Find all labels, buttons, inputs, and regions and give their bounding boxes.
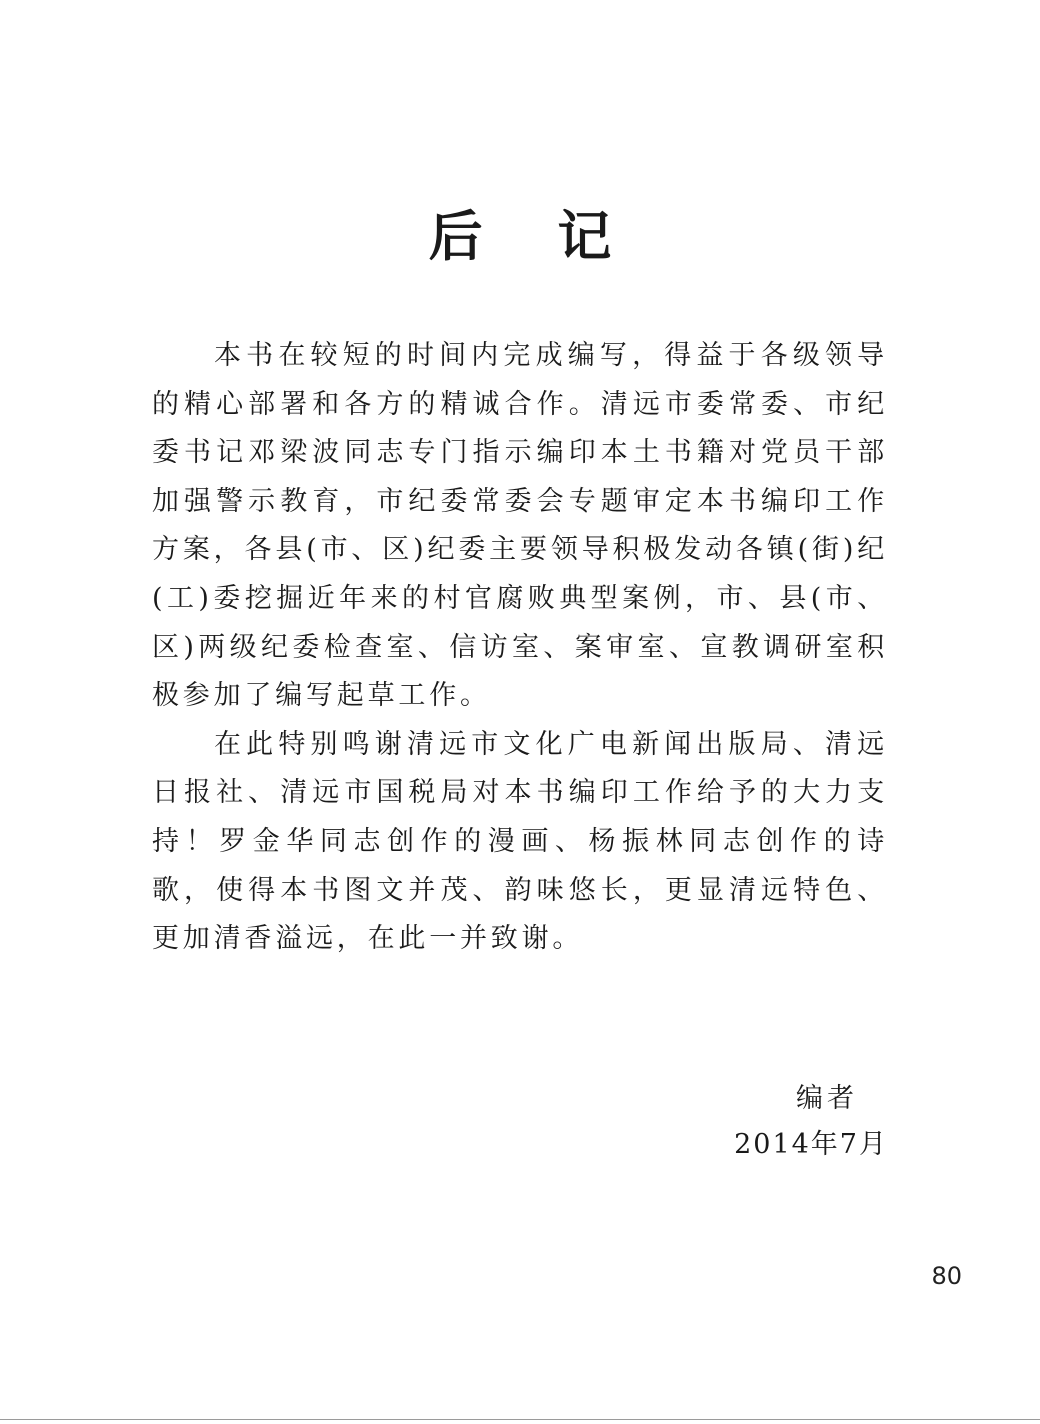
afterword-body bbox=[152, 332, 888, 964]
signature-author: 编者 bbox=[796, 1083, 858, 1114]
paragraph-acknowledgement-support: 在此特别鸣谢清远市文化广电新闻出版局、清远日报社、清远市国税局对本书编印工作给予的大力支持！罗金华同志创作的漫画、杨振林同志创作的诗歌，使得本书图文并茂、韵味悠长，更显清远特色、更加清香溢远，在此一并致谢。 bbox=[152, 728, 888, 955]
signature-date: 2014年7月 bbox=[734, 1129, 888, 1160]
page-number: 80 bbox=[931, 1262, 962, 1290]
page-bottom-border bbox=[0, 1419, 1040, 1420]
page-title: 后 记 bbox=[428, 204, 640, 269]
signature-block bbox=[734, 1076, 888, 1168]
paragraph-acknowledgement-leadership: 本书在较短的时间内完成编写，得益于各级领导的精心部署和各方的精诚合作。清远市委常委、市纪委书记邓梁波同志专门指示编印本土书籍对党员干部加强警示教育，市纪委常委会专题审定本书编印工作方案，各县(市、区)纪委主要领导积极发动各镇(街)纪(工)委挖掘近年来的村官腐败典型案例，市、县(市、区)两级纪委检查室、信访室、案审室、宣教调研室积极参加了编写起草工作。 bbox=[152, 340, 888, 712]
